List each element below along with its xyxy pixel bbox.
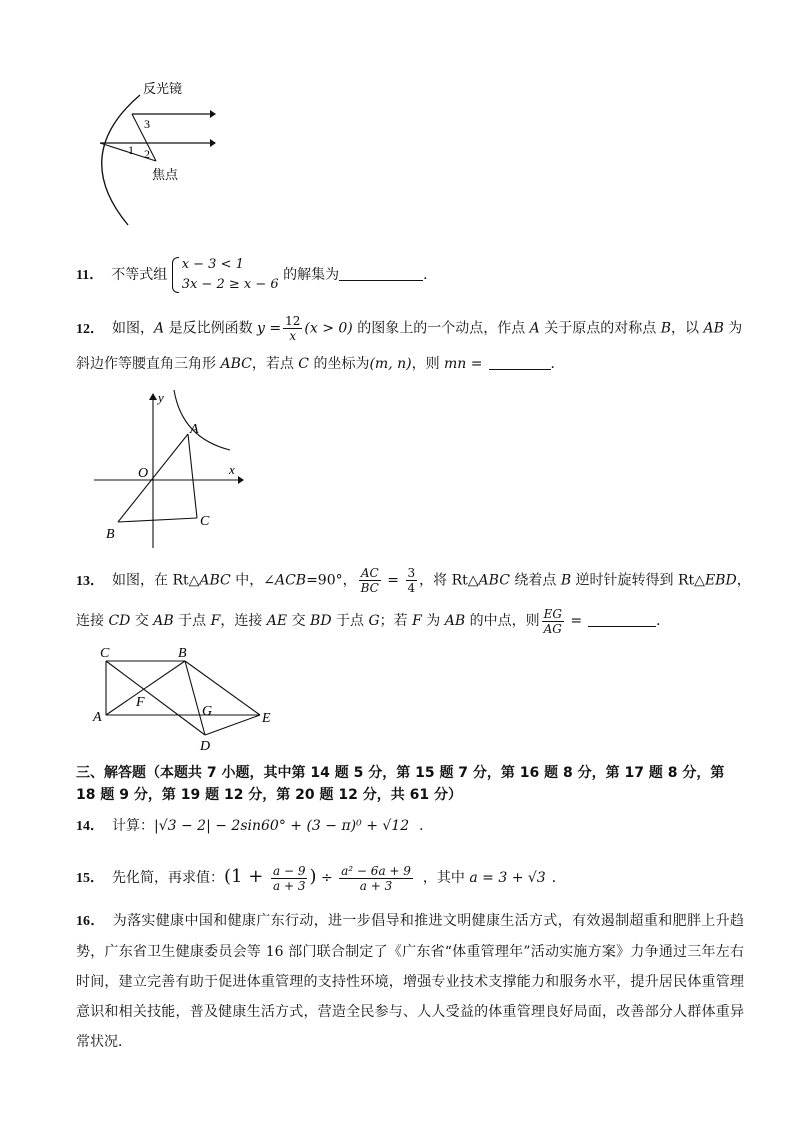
question-number: 12． — [76, 321, 104, 337]
text: ， — [342, 572, 357, 589]
text: ，以 — [671, 320, 704, 337]
text: 斜边作等腰直角三角形 — [76, 356, 221, 372]
point-g-label: G — [202, 704, 213, 719]
point-f-label: F — [136, 695, 145, 710]
function-fraction — [283, 314, 302, 343]
ray-top-arrow — [210, 110, 216, 118]
point-label: C — [298, 356, 309, 372]
triangle-label: EBD — [704, 572, 737, 589]
text: 计算： — [112, 818, 154, 834]
text: ． — [550, 356, 565, 372]
question-11 — [76, 255, 437, 296]
inequality-2: 3x − 2 ≥ x − 6 — [181, 277, 279, 292]
x-axis-arrow — [238, 476, 244, 484]
text: ． — [551, 870, 566, 886]
question-12-line-2 — [76, 354, 565, 374]
segment-label: AB — [153, 613, 174, 629]
answer-fraction — [542, 607, 564, 636]
question-13-line-2 — [76, 606, 670, 636]
segment-ac — [188, 434, 197, 518]
hyperbola-figure — [90, 388, 250, 550]
inequality-1: x − 3 < 1 — [181, 257, 244, 272]
math-expression: |√3 − 2| − 2sin60° + (3 − π)⁰ + √12 — [154, 818, 410, 834]
focus-label: 焦点 — [152, 167, 179, 182]
text: 绕着点 — [509, 572, 561, 589]
segment-bc — [118, 518, 197, 522]
ray-middle-arrow — [210, 139, 216, 147]
value-fraction — [406, 566, 418, 595]
divide-sign: ÷ — [316, 870, 338, 886]
segment-cd — [106, 661, 205, 735]
function-lhs: y = — [257, 320, 282, 337]
point-label: F — [412, 613, 422, 629]
text: 交 — [130, 613, 154, 629]
angle-2-label: 2 — [144, 147, 150, 161]
point-a-label: A — [93, 710, 102, 725]
segment-ab — [106, 661, 185, 715]
fraction-denominator: 4 — [407, 581, 416, 595]
fraction-denominator: x — [289, 329, 297, 343]
triangle-label: ABC — [220, 356, 252, 372]
point-label: F — [210, 613, 221, 629]
domain-condition: (x > 0) — [304, 320, 353, 337]
text: ． — [419, 818, 434, 834]
question-15 — [76, 860, 566, 896]
text: ，则 — [411, 356, 445, 372]
expression: mn = — [444, 356, 483, 372]
mirror-label: 反光镜 — [143, 81, 183, 96]
text: 于点 — [173, 613, 211, 629]
point-label: A — [529, 320, 540, 337]
section-heading: 三、解答题（本题共 7 小题，其中第 14 题 5 分，第 15 题 7 分，第 16 题 8 分，第 17 题 8 分，第 18 题 9 分，第 19 题 12 分，第 20 题 12 分，共 61 分） — [76, 765, 725, 803]
reflector-figure — [80, 75, 230, 235]
fraction-numerator: AC — [359, 566, 381, 581]
text: 逆时针旋转得到 Rt△ — [571, 572, 705, 589]
text: ，其中 — [422, 870, 470, 886]
y-axis-arrow — [149, 393, 157, 400]
triangle-label: ABC — [478, 572, 510, 589]
point-e-label: E — [262, 711, 271, 726]
segment-de — [205, 715, 260, 735]
segment-label: AB — [703, 320, 724, 337]
inequality-system — [172, 255, 279, 295]
angle-1-label: 1 — [128, 143, 134, 157]
segment-be — [185, 661, 260, 715]
question-number: 13． — [76, 573, 104, 589]
question-number: 11． — [76, 268, 104, 283]
origin-label: O — [138, 466, 149, 481]
text: 先化简，再求值： — [112, 870, 224, 886]
paren-close: ) — [309, 866, 317, 887]
q11-prefix: 不等式组 — [111, 267, 168, 283]
text: 是反比例函数 — [164, 320, 258, 337]
text: 的坐标为 — [309, 356, 370, 372]
fraction-numerator: a − 9 — [273, 863, 306, 878]
text: ． — [656, 613, 671, 629]
fraction-numerator: EG — [543, 606, 562, 621]
point-d-label: D — [200, 739, 211, 754]
segment-label: BD — [310, 613, 332, 629]
question-13-line-1 — [76, 566, 751, 596]
question-number: 15． — [76, 871, 104, 886]
point-label: G — [368, 613, 380, 629]
segment-label: AE — [266, 613, 288, 629]
q11-end: ． — [423, 267, 438, 283]
x-label: x — [229, 462, 235, 477]
text: 的中点，则 — [465, 613, 540, 629]
y-label: y — [158, 390, 164, 405]
fraction-1 — [271, 864, 307, 893]
point-a-label: A — [190, 422, 199, 437]
triangle-label: ABC — [199, 572, 231, 589]
text: 连接 — [76, 613, 109, 629]
angle-3-label: 3 — [144, 117, 150, 131]
point-label: A — [154, 320, 165, 337]
segment-label: AB — [444, 613, 466, 629]
question-number: 16． — [76, 914, 105, 929]
text: ，连接 — [220, 613, 267, 629]
text: 交 — [287, 613, 311, 629]
text: ， — [736, 572, 751, 589]
text: = — [565, 613, 583, 629]
text: =90° — [306, 572, 343, 589]
question-text: 为落实健康中国和健康广东行动，进一步倡导和推进文明健康生活方式，有效遏制超重和肥胖上升趋势，广东省卫生健康委员会等 16 部门联合制定了《广东省“体重管理年”活动实施方案》力争通过三年左右时间，建立完善有助于促进体重管理的支持性环境，增强专业技术支撑能力和服务水平，提升居民体重管理意识和相关技能，普及健康生活方式，营造全民参与、人人受益的体重管理良好局面，改善部分人群体重异常状况． — [76, 913, 745, 1050]
paren-open: (1 + — [224, 866, 269, 887]
fraction-denominator: a + 3 — [359, 878, 393, 893]
ratio-fraction — [359, 566, 381, 595]
text: 关于原点的对称点 — [539, 320, 661, 337]
text: ；若 — [379, 613, 413, 629]
segment-label: CD — [108, 613, 131, 629]
fraction-denominator: AG — [543, 621, 562, 636]
point-b-label: B — [178, 646, 187, 661]
q11-suffix: 的解集为 — [283, 267, 340, 283]
question-14 — [76, 814, 433, 839]
fraction-denominator: BC — [360, 581, 379, 595]
point-c-label: C — [100, 646, 110, 661]
text: 如图， — [112, 320, 154, 337]
question-12-line-1 — [76, 314, 742, 343]
point-label: B — [560, 572, 572, 589]
value-expression: a = 3 + √3 — [469, 870, 546, 886]
fraction-numerator: 12 — [285, 314, 301, 328]
fraction-numerator: a² − 6a + 9 — [341, 863, 411, 878]
question-16 — [76, 906, 744, 1057]
text: 的图象上的一个动点，作点 — [352, 320, 530, 337]
coordinate: (m, n) — [369, 356, 412, 372]
text: 为 — [723, 320, 743, 337]
text: ，将 Rt△ — [419, 572, 479, 589]
point-c-label: C — [200, 514, 210, 529]
point-label: B — [660, 320, 671, 337]
question-number: 14． — [76, 819, 104, 834]
answer-blank — [339, 266, 423, 281]
answer-blank — [588, 612, 656, 627]
text: ，若点 — [251, 356, 299, 372]
text: 如图，在 Rt△ — [112, 572, 200, 589]
text: = — [382, 572, 404, 589]
answer-blank — [489, 355, 551, 370]
angle-label: ACB — [274, 572, 307, 589]
fraction-denominator: a + 3 — [273, 878, 306, 893]
fraction-numerator: 3 — [407, 566, 416, 580]
text: 于点 — [331, 613, 369, 629]
point-b-label: B — [106, 527, 115, 542]
rotation-figure — [90, 644, 290, 754]
segment-bd — [185, 661, 205, 735]
text: 中，∠ — [230, 572, 275, 589]
fraction-2 — [339, 864, 413, 893]
text: 为 — [421, 613, 445, 629]
